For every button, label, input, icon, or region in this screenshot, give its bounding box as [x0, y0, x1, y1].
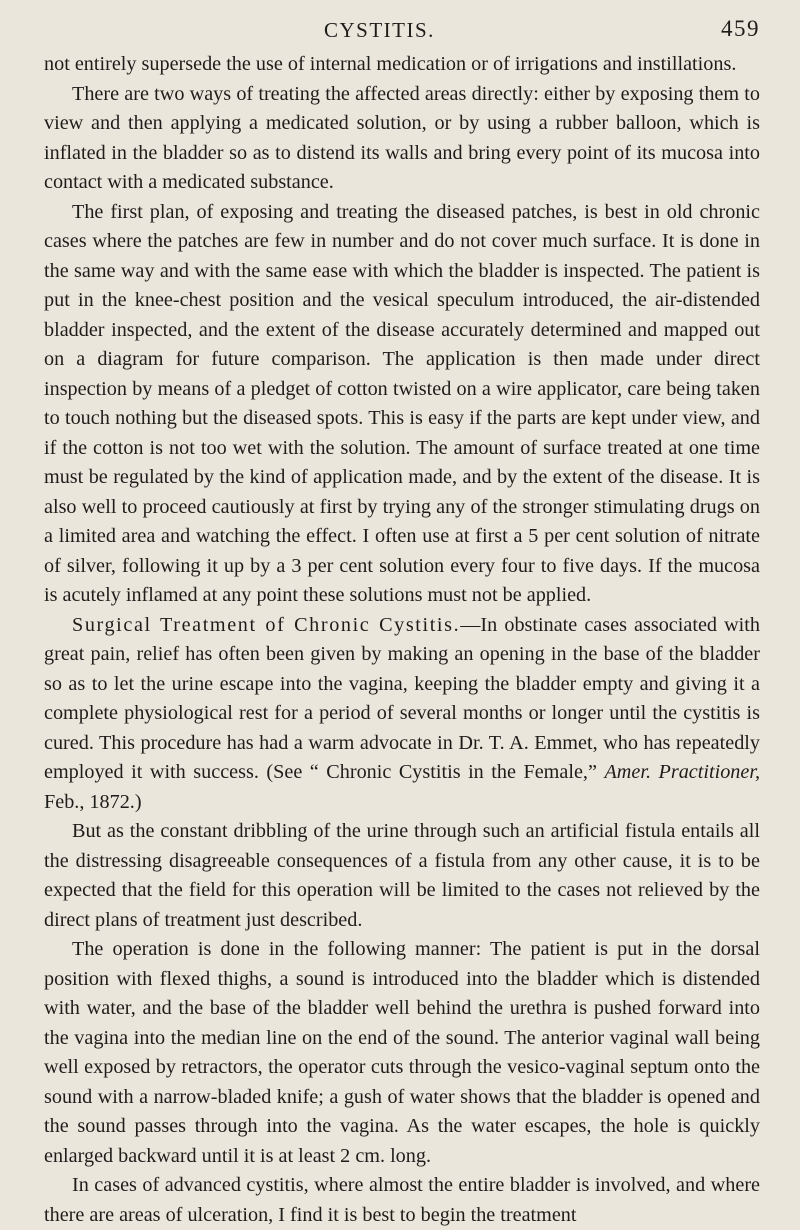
paragraph-operation: The operation is done in the following manner: The patient is put in the dorsal position with flexed thighs, a sound is introduced into the bladder which is distended with water, and the base of the bladder well behind the urethra is pushed forward into the vagina into the median line on the end of the sound. The anterior vaginal wall being well exposed by retractors, the operator cuts through the vesico-vaginal septum onto the sound with a narrow-bladed knife; a gush of water shows that the bladder is opened and the sound passes through into the vagina. As the water escapes, the hole is quickly enlarged backward until it is at least 2 cm. long. [44, 938, 760, 1167]
page-number: 459 [721, 16, 760, 41]
citation-date: Feb., 1872.) [44, 790, 142, 813]
paragraph-continuation: not entirely supersede the use of internal medication or of irrigations and instillations. [44, 53, 737, 75]
citation-journal: Amer. Practitioner, [604, 761, 761, 783]
paragraph-first-plan: The first plan, of exposing and treating the diseased patches, is best in old chronic cases where the patches are few in number and do not cover much surface. It is done in the same way and with the same ease with which the bladder is inspected. The patient is put in the knee-chest position and the vesical speculum introduced, the air-distended bladder inspected, and the extent of the disease accurately determined and mapped out on a diagram for future comparison. The application is then made under direct inspection by means of a pledget of cotton twisted on a wire applicator, care being taken to touch nothing but the diseased spots. This is easy if the parts are kept under view, and if the cotton is not too wet with the solution. The amount of surface treated at one time must be regulated by the kind of application made, and by the extent of the disease. It is also well to proceed cautiously at first by trying any of the stronger stimulating drugs on a limited area and watching the effect. I often use at first a 5 per cent solution of nitrate of silver, following it up by a 3 per cent solution every four to five days. If the mucosa is acutely inflamed at any point these solutions must not be applied. [44, 200, 760, 606]
paragraph-surgical-treatment [44, 611, 760, 818]
running-title: CYSTITIS. [324, 18, 435, 42]
paragraph-treatment-ways: There are two ways of treating the affected areas directly: either by exposing them to view and then applying a medicated solution, or by using a rubber balloon, which is inflated in the bladder so as to distend its walls and bring every point of its mucosa into contact with a medicated substance. [44, 82, 760, 193]
paragraph-advanced-cystitis: In cases of advanced cystitis, where almost the entire bladder is involved, and where there are areas of ulceration, I find it is best to begin the treatment [44, 1174, 760, 1226]
running-head [44, 10, 760, 50]
body-text [44, 50, 760, 1230]
paragraph-surgical-text: —In obstinate cases associated with great pain, relief has often been given by making an opening in the base of the bladder so as to let the urine escape into the vagina, keeping the bladder empty and giving it a complete physiological rest for a period of several months or longer until the cystitis is cured. This procedure has had a warm advocate in Dr. T. A. Emmet, who has repeatedly employed it with success. (See “ Chronic Cystitis in the Female,” [44, 613, 760, 783]
paragraph-fistula: But as the constant dribbling of the urine through such an artificial fistula entails all the distressing disagreeable consequences of a fistula from any other cause, it is to be expected that the field for this operation will be limited to the cases not relieved by the direct plans of treatment just described. [44, 820, 760, 931]
section-heading: Surgical Treatment of Chronic Cystitis. [72, 613, 461, 636]
